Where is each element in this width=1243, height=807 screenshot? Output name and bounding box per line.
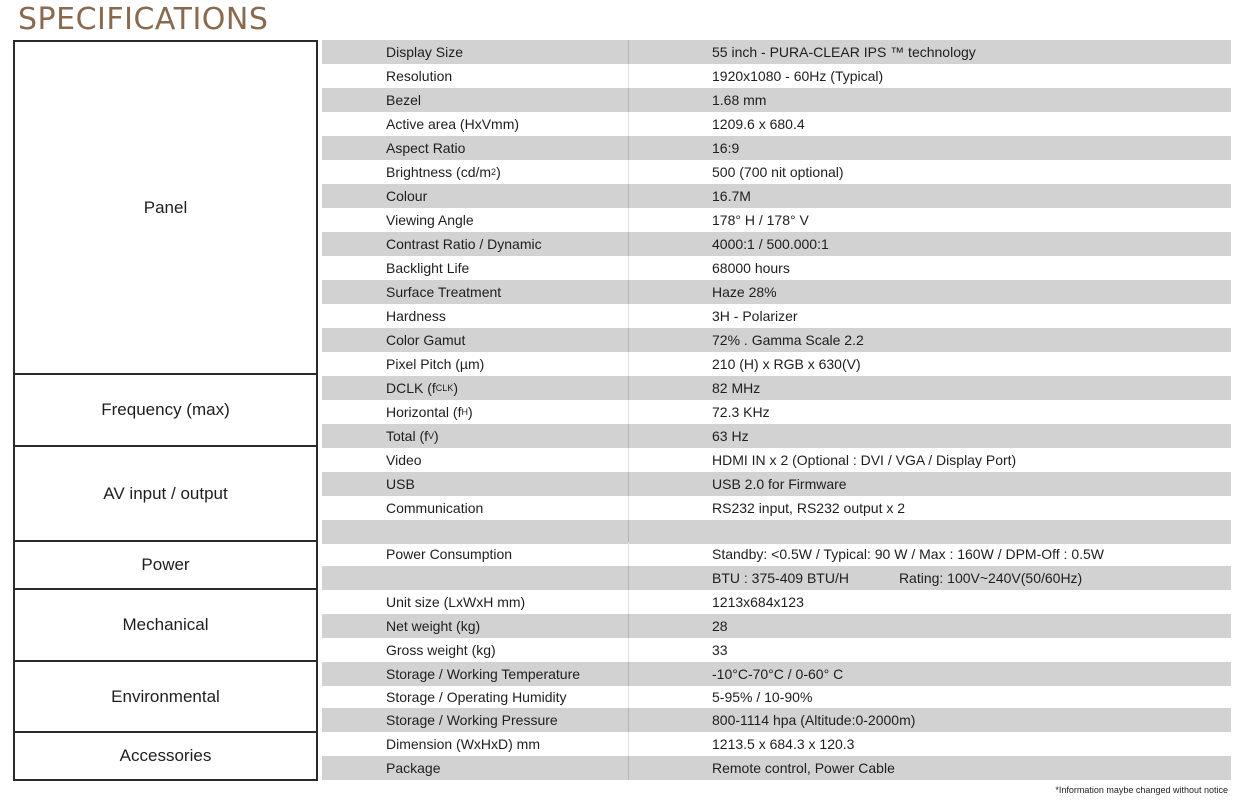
spec-label: Resolution <box>386 68 453 84</box>
spec-label: Dimension (WxHxD) mm <box>386 736 540 752</box>
spec-row <box>322 424 1231 448</box>
spec-label: Brightness (cd/m 2 ) <box>386 164 501 180</box>
spec-label: USB <box>386 476 415 492</box>
spec-label: Storage / Working Pressure <box>386 712 558 728</box>
spec-label: Colour <box>386 188 428 204</box>
spec-label: DCLK (f CLK ) <box>386 380 458 396</box>
spec-value: 1213.5 x 684.3 x 120.3 <box>628 732 1231 756</box>
spec-value: Haze 28% <box>628 280 1231 304</box>
spec-value: 178° H / 178° V <box>628 208 1231 232</box>
spec-row <box>322 566 1231 590</box>
spec-value: RS232 input, RS232 output x 2 <box>628 496 1231 520</box>
spec-label: Backlight Life <box>386 260 470 276</box>
spec-value: 16.7M <box>628 184 1231 208</box>
spec-row <box>322 376 1231 400</box>
spec-value: Standby: <0.5W / Typical: 90 W / Max : 160W / DPM-Off : 0.5W <box>628 542 1231 566</box>
spec-value: HDMI IN x 2 (Optional : DVI / VGA / Display Port) <box>628 448 1231 472</box>
spec-label: Pixel Pitch (µm) <box>386 356 485 372</box>
spec-row <box>322 232 1231 256</box>
spec-value: 500 (700 nit optional) <box>628 160 1231 184</box>
spec-label: Hardness <box>386 308 446 324</box>
spec-value: 16:9 <box>628 136 1231 160</box>
spec-value: 72% . Gamma Scale 2.2 <box>628 328 1231 352</box>
spec-row <box>322 686 1231 708</box>
spec-row <box>322 40 1231 64</box>
group-power: Power <box>13 540 318 590</box>
spec-value: 1920x1080 - 60Hz (Typical) <box>628 64 1231 88</box>
spec-value: 82 MHz <box>628 376 1231 400</box>
spec-row <box>322 184 1231 208</box>
spec-row <box>322 112 1231 136</box>
spec-value: -10°C-70°C / 0-60° C <box>628 662 1231 686</box>
spec-label: Surface Treatment <box>386 284 502 300</box>
spec-label: Net weight (kg) <box>386 618 481 634</box>
spec-row <box>322 472 1231 496</box>
spec-row <box>322 542 1231 566</box>
spec-row <box>322 256 1231 280</box>
spec-row <box>322 208 1231 232</box>
spec-value: USB 2.0 for Firmware <box>628 472 1231 496</box>
spec-label: Gross weight (kg) <box>386 642 496 658</box>
spec-value: 68000 hours <box>628 256 1231 280</box>
spec-label: Video <box>386 452 422 468</box>
spec-label: Package <box>386 760 441 776</box>
spec-value: 4000:1 / 500.000:1 <box>628 232 1231 256</box>
group-frequency: Frequency (max) <box>13 373 318 447</box>
spec-value: BTU : 375-409 BTU/H Rating: 100V~240V(50/60Hz) <box>628 566 1231 590</box>
spec-label: Storage / Working Temperature <box>386 666 581 682</box>
spec-label <box>322 520 628 544</box>
spec-row <box>322 64 1231 88</box>
footnote: *Information maybe changed without notice <box>1055 785 1228 795</box>
spec-label: Display Size <box>386 44 464 60</box>
spec-label: Power Consumption <box>386 546 513 562</box>
spec-value: Remote control, Power Cable <box>628 756 1231 780</box>
spec-label: Contrast Ratio / Dynamic <box>386 236 542 252</box>
spec-row-empty <box>322 520 1231 544</box>
spec-value: 1.68 mm <box>628 88 1231 112</box>
group-panel: Panel <box>13 40 318 375</box>
spec-value: 1213x684x123 <box>628 590 1231 614</box>
spec-row <box>322 708 1231 732</box>
group-mechanical: Mechanical <box>13 588 318 662</box>
spec-row <box>322 304 1231 328</box>
group-environmental: Environmental <box>13 660 318 733</box>
spec-row <box>322 448 1231 472</box>
spec-value: 210 (H) x RGB x 630(V) <box>628 352 1231 376</box>
spec-value: 5-95% / 10-90% <box>628 686 1231 708</box>
group-accessories: Accessories <box>13 731 318 781</box>
spec-label: Color Gamut <box>386 332 466 348</box>
spec-row <box>322 136 1231 160</box>
spec-row <box>322 352 1231 376</box>
spec-label: Viewing Angle <box>386 212 474 228</box>
group-av-input-output: AV input / output <box>13 445 318 542</box>
spec-row <box>322 328 1231 352</box>
spec-value: 28 <box>628 614 1231 638</box>
spec-label: Active area (HxVmm) <box>386 116 520 132</box>
spec-label <box>322 566 628 590</box>
spec-label: Total (f V ) <box>386 428 439 444</box>
spec-row <box>322 590 1231 614</box>
spec-row <box>322 614 1231 638</box>
spec-row <box>322 732 1231 756</box>
spec-value: 33 <box>628 638 1231 662</box>
spec-label: Storage / Operating Humidity <box>386 689 567 705</box>
spec-value: 800-1114 hpa (Altitude:0-2000m) <box>628 708 1231 732</box>
spec-row <box>322 400 1231 424</box>
spec-row <box>322 160 1231 184</box>
spec-row <box>322 756 1231 780</box>
spec-value: 55 inch - PURA-CLEAR IPS ™ technology <box>628 40 1231 64</box>
spec-label: Communication <box>386 500 484 516</box>
spec-value: 63 Hz <box>628 424 1231 448</box>
spec-row <box>322 638 1231 662</box>
spec-value <box>628 520 1231 544</box>
page-title: SPECIFICATIONS <box>18 2 269 37</box>
spec-row <box>322 662 1231 686</box>
spec-value: 3H - Polarizer <box>628 304 1231 328</box>
spec-label: Horizontal (f H ) <box>386 404 473 420</box>
spec-row <box>322 280 1231 304</box>
spec-value: 1209.6 x 680.4 <box>628 112 1231 136</box>
spec-label: Bezel <box>386 92 422 108</box>
spec-label: Unit size (LxWxH mm) <box>386 594 526 610</box>
category-column <box>13 40 322 781</box>
spec-value: 72.3 KHz <box>628 400 1231 424</box>
spec-row <box>322 88 1231 112</box>
spec-row <box>322 496 1231 520</box>
spec-label: Aspect Ratio <box>386 140 466 156</box>
